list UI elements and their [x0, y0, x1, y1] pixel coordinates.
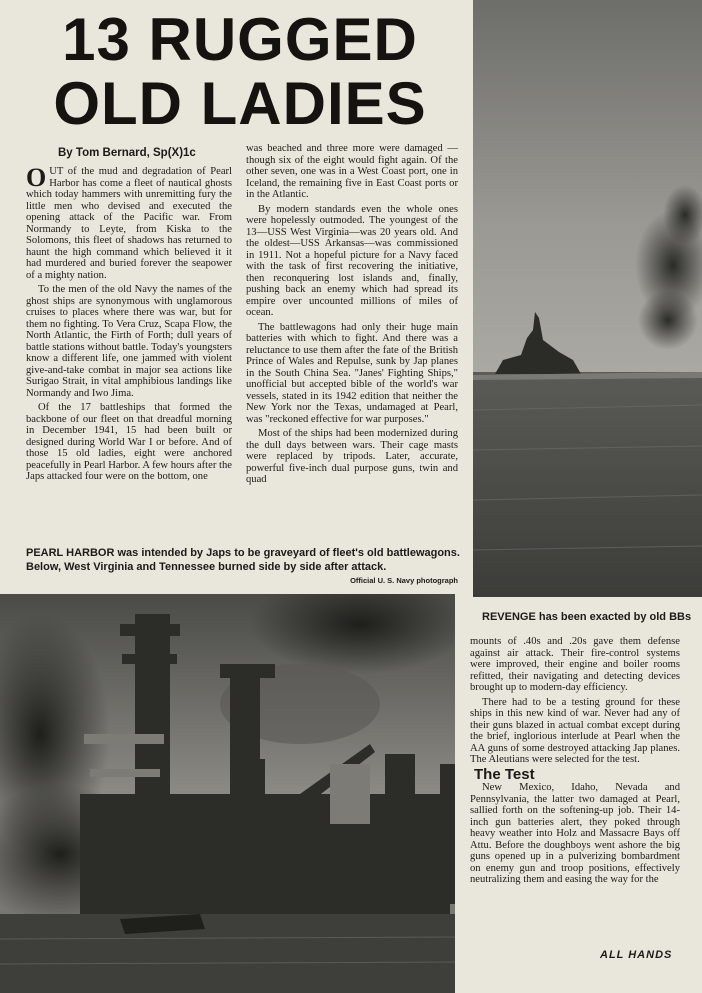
paragraph: By modern standards even the whole ones were hopelessly outmoded. The youngest of the 13—USS West Virginia—was 20 years old. And the oldest—USS Arkansas—was commissioned in 1911. Not a hopeful picture for a Navy faced with the task of first recovering the initiative, then reconquering lost islands and, finally, pushing back an enemy which had spread its empire over uncounted millions of miles of ocean.	[246, 203, 458, 318]
article-title	[20, 8, 460, 136]
photo-battleship-at-sea	[473, 0, 702, 597]
column-1	[26, 163, 232, 486]
title-line-1: 13 RUGGED	[62, 6, 418, 73]
column-3	[470, 636, 680, 889]
paragraph: To the men of the old Navy the names of the ghost ships are synonymous with unglamorous cruises to places where there was war, but for them no fighting. To Vera Cruz, Scapa Flow, the North Atlantic, the Firth of Forth; dull years of battle stations without battle. Today's youngsters know a different life, one jammed with violent give-and-take combat in major sea actions like Surigao Strait, in vital amphibious landings like Normandy and Iwo Jima.	[26, 284, 232, 399]
photo-caption-revenge	[482, 610, 702, 624]
byline: By Tom Bernard, Sp(X)1c	[58, 147, 196, 159]
paragraph: Of the 17 battleships that formed the backbone of our fleet on that dreadful morning in December 1941, 15 had been built or designed during World War I or before. And of those 15 old ladies, eight were anchored peacefully in Pearl Harbor. A few hours after the Japs attacked four were on the bottom, one	[26, 402, 232, 482]
footer-publication-name: ALL HANDS	[600, 949, 673, 961]
photo-caption-pearl-harbor	[26, 546, 466, 574]
paragraph-text: UT of the mud and degradation of Pearl Harbor has come a fleet of nautical ghosts which today hammers with unremitting fury the little men who devised and executed the opening attack of the Pacific war. From Normandy to Leyte, from Kiska to the Solomons, this fleet of shadows has returned to haunt the high command which believed it it had murdered and buried forever the seapower of a mighty nation.	[26, 166, 232, 281]
paragraph: mounts of .40s and .20s gave them defense against air attack. Their fire-control systems were improved, their engine and boiler rooms refitted, their navigating and detecting devices brought up to modern-day efficiency.	[470, 636, 680, 693]
column-2	[246, 143, 458, 489]
caption-text: was intended by Japs to be graveyard of fleet's old battlewagons. Below, West Virginia and Tennessee burned side by side after attack.	[26, 547, 460, 573]
caption-lead: PEARL HARBOR	[26, 547, 115, 559]
photo-burning-battleships	[0, 594, 455, 993]
paragraph: There had to be a testing ground for these ships in this new kind of war. Never had any of their guns blazed in actual combat except during the brief, inglorious interlude at Pearl when the AA guns of some destroyed attacking Jap planes. The Aleutians were selected for the test.	[470, 696, 680, 765]
title-line-2: OLD LADIES	[53, 70, 427, 137]
paragraph: The battlewagons had only their huge main batteries with which to fight. And there was a reluctance to use them after the fate of the British Prince of Wales and Repulse, sunk by Jap planes in the South China Sea. "Janes' Fighting Ships," unofficial but accepted bible of the world's war vessels, stated in its 1942 edition that neither the New York nor the Texas, undamaged at Pearl, was "reckoned effective for war purposes."	[246, 321, 458, 425]
paragraph: New Mexico, Idaho, Nevada and Pennsylvania, the latter two damaged at Pearl, sallied forth on the softening-up job. Their 14-inch gun batteries alert, they poked through heavy weather into Holz and Massacre Bays off Attu. Before the doughboys went ashore the big guns opened up in a pulverizing bombardment on enemy gun and troop positions, effectively neutralizing them and easing the way for the	[470, 782, 680, 885]
paragraph: Most of the ships had been modernized during the dull days between wars. Their cage masts were replaced by tripods. Later, accurate, powerful five-inch dual purpose guns, twin and quad	[246, 428, 458, 485]
subhead-the-test: The Test	[474, 765, 535, 783]
drop-cap: O	[26, 163, 47, 192]
caption-lead: REVENGE	[482, 611, 536, 623]
paragraph	[26, 163, 232, 281]
caption-text: has been exacted by old BBs	[535, 611, 692, 623]
photo-credit: Official U. S. Navy photograph	[350, 576, 458, 585]
paragraph: was beached and three more were damaged — though six of the eight would fight again. Of the other seven, one was in a West Coast port, one in Iceland, the remaining five in East Coast ports or in the Atlantic.	[246, 143, 458, 200]
